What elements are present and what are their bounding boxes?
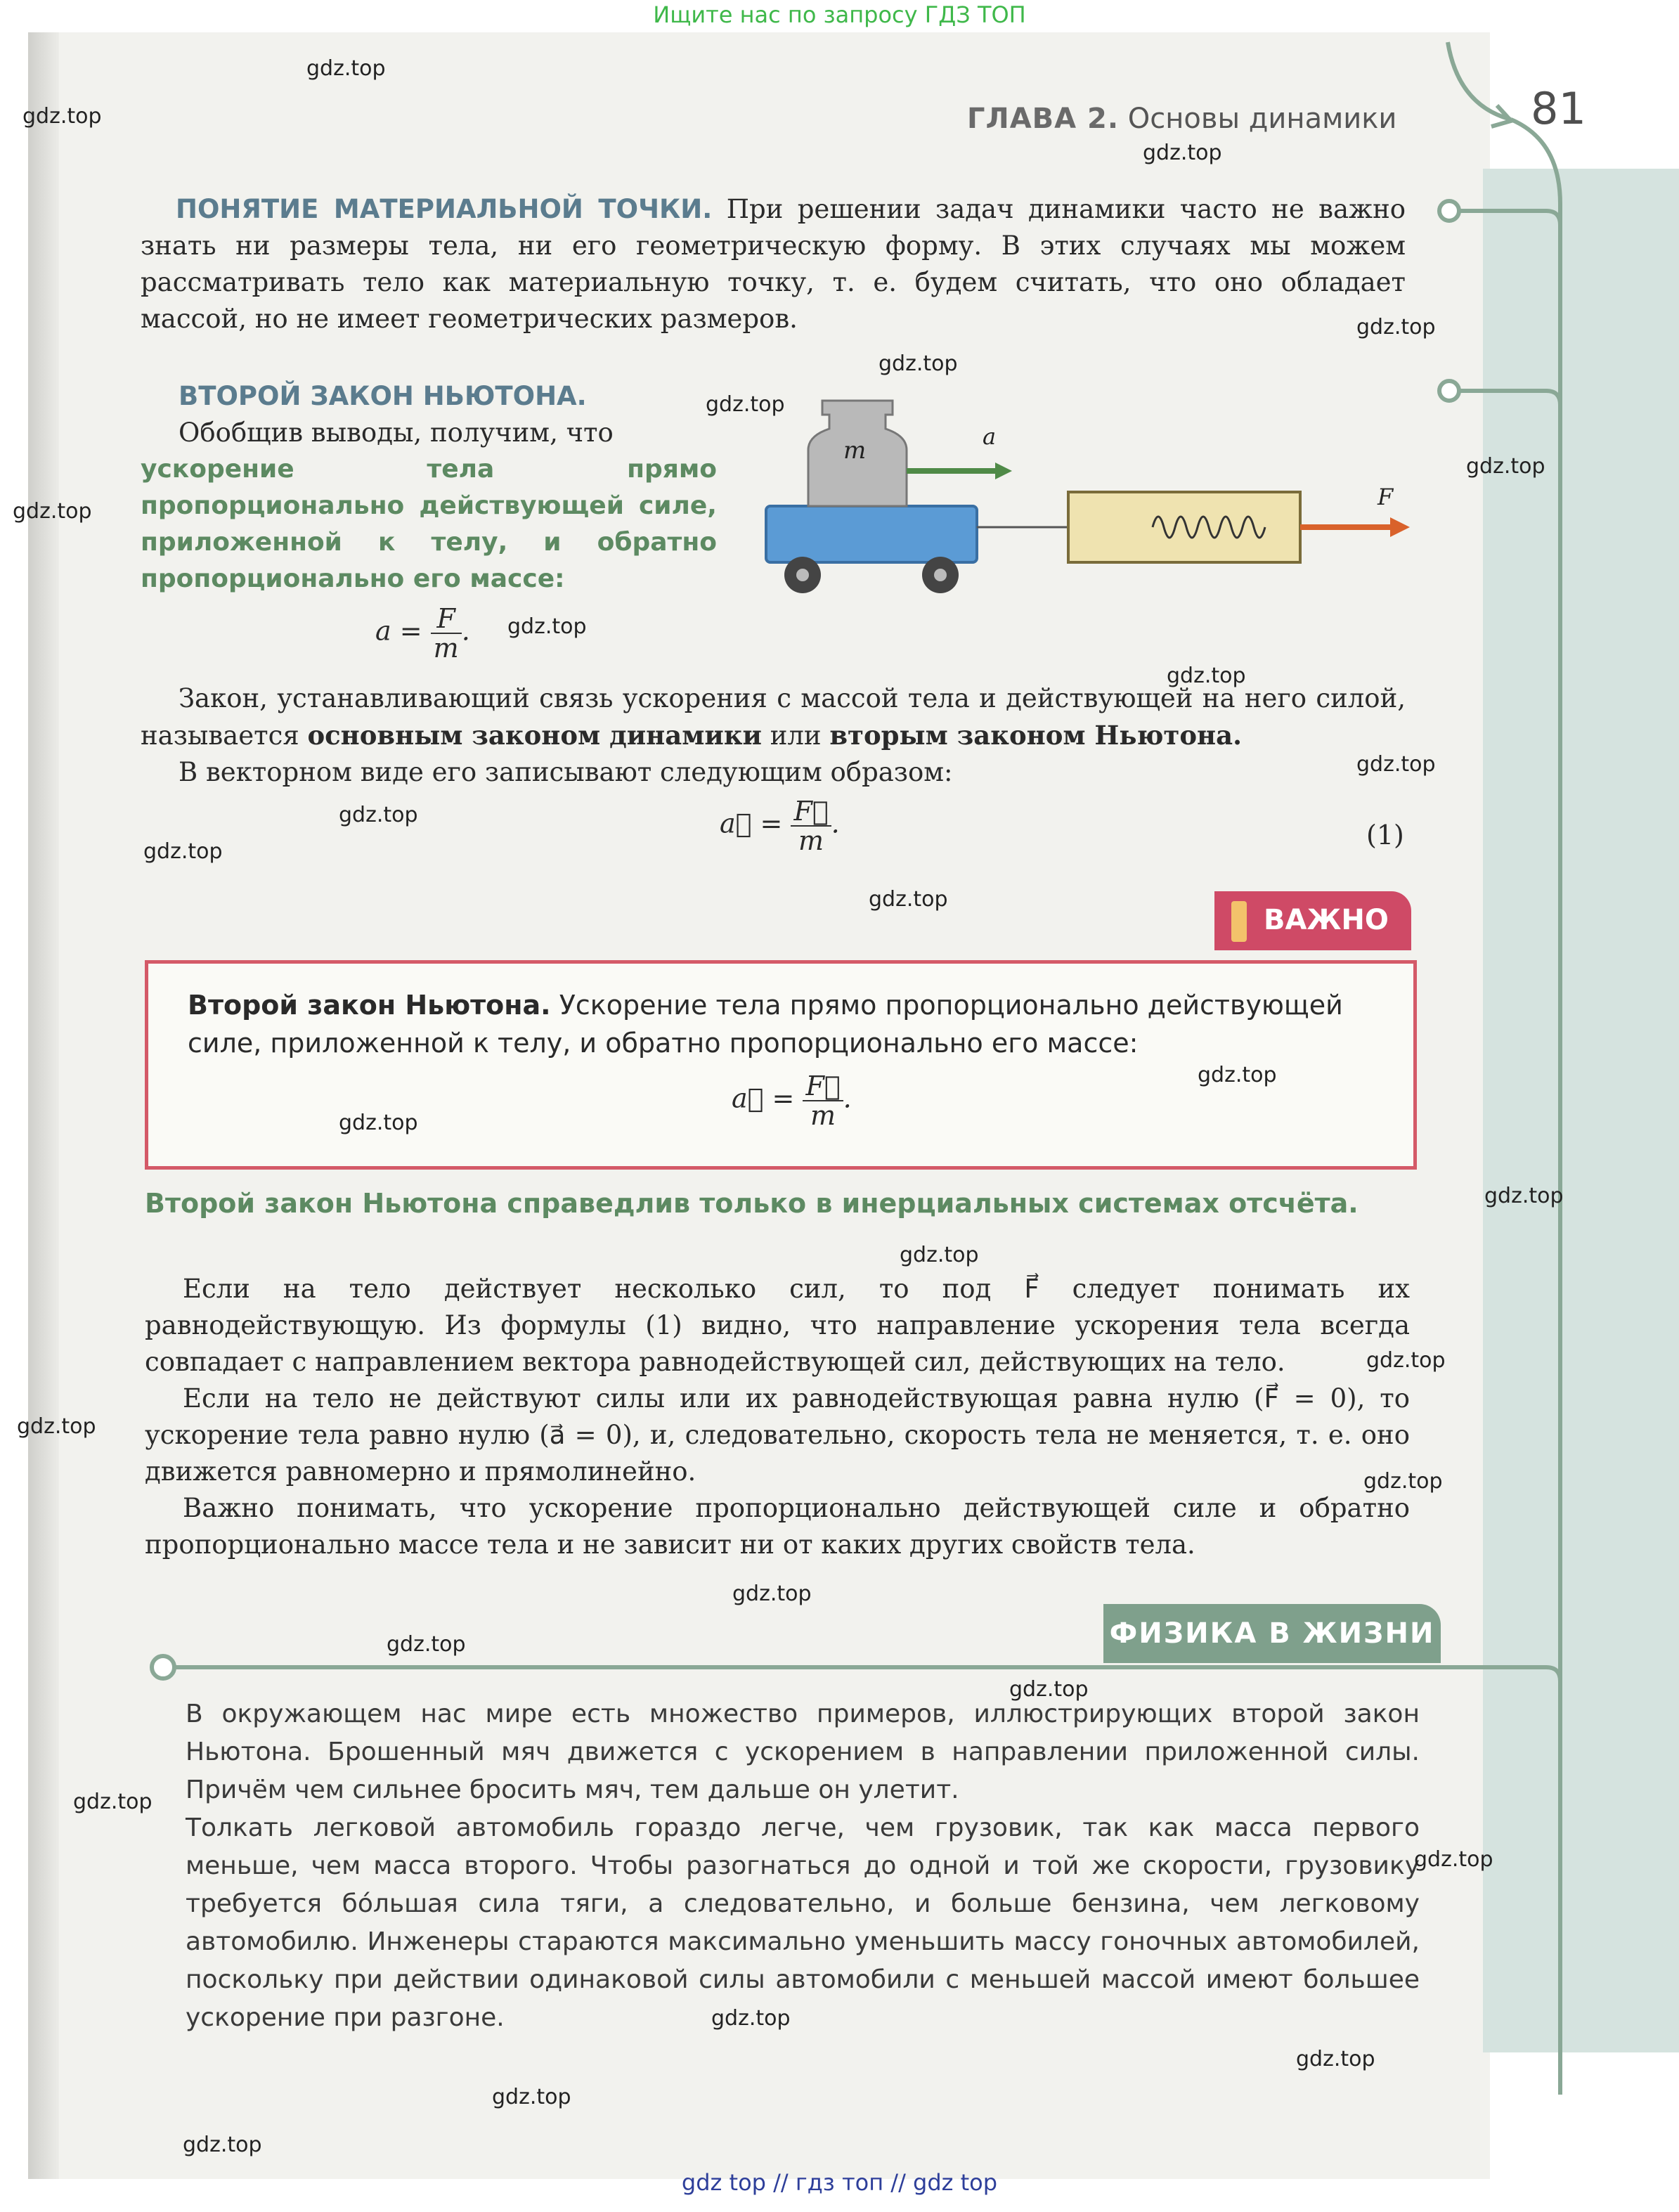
watermark: gdz.top bbox=[1356, 315, 1436, 339]
life-paragraph: В окружающем нас мире есть множество примеров, иллюстрирующих второй закон Ньютона. Брошенный мяч движется с ускорением в направлении приложенной силы. Причём чем сильнее бросить мяч, тем дальше он улетит. bbox=[186, 1700, 1420, 1804]
formula-den: m bbox=[433, 633, 459, 664]
important-tag-label: ВАЖНО bbox=[1264, 904, 1389, 936]
section-text: При решении задач динамики часто не важно знать ни размеры тела, ни его геометрическую форму. В этих случаях мы можем рассматривать тело как материальную точку, т. е. будем считать, что оно обладает массой, но не имеет геометрических размеров. bbox=[141, 194, 1406, 334]
force-arrowhead bbox=[1390, 517, 1410, 537]
top-banner[interactable]: Ищите нас по запросу ГДЗ ТОП bbox=[653, 1, 1026, 28]
section-intro: Обобщив выводы, получим, что bbox=[179, 418, 614, 448]
section-heading: ВТОРОЙ ЗАКОН НЬЮТОНА. bbox=[179, 381, 587, 411]
chapter-header bbox=[967, 103, 1396, 135]
section-heading: ПОНЯТИЕ МАТЕРИАЛЬНОЙ ТОЧКИ. bbox=[176, 194, 713, 224]
formula-lhs: a⃗ = bbox=[720, 808, 783, 839]
formula-den: m bbox=[810, 1100, 836, 1131]
cart-figure bbox=[759, 380, 1420, 604]
formula-fraction bbox=[431, 604, 462, 662]
watermark: gdz.top bbox=[711, 2006, 791, 2031]
page-number: 81 bbox=[1531, 83, 1586, 134]
equation-number: (1) bbox=[1366, 820, 1404, 850]
formula-num: F⃗ bbox=[791, 797, 831, 827]
formula-lhs: a⃗ = bbox=[732, 1082, 795, 1114]
vector-intro: В векторном виде его записывают следующим образом: bbox=[179, 757, 953, 787]
formula-vector bbox=[720, 797, 840, 855]
accel-label: a bbox=[983, 423, 997, 450]
wheel-hub-icon bbox=[796, 569, 809, 581]
section-material-point bbox=[141, 191, 1406, 337]
accel-arrowhead bbox=[995, 463, 1012, 479]
watermark: gdz.top bbox=[706, 392, 785, 417]
important-bold: Второй закон Ньютона. bbox=[188, 990, 551, 1021]
watermark: gdz.top bbox=[1366, 1348, 1446, 1373]
formula-end: . bbox=[831, 808, 840, 839]
bookmark-icon bbox=[1231, 901, 1247, 942]
watermark: gdz.top bbox=[1167, 664, 1246, 688]
inertial-note: Второй закон Ньютона справедлив только в инерциальных системах отсчёта. bbox=[145, 1188, 1359, 1219]
watermark: gdz.top bbox=[1198, 1063, 1277, 1087]
formula-end: . bbox=[843, 1082, 852, 1114]
watermark: gdz.top bbox=[1414, 1847, 1493, 1872]
formula-den: m bbox=[798, 825, 824, 856]
bottom-banner[interactable]: gdz top // гдз топ // gdz top bbox=[681, 2169, 998, 2196]
watermark: gdz.top bbox=[73, 1790, 153, 1814]
formula-num: F bbox=[431, 604, 462, 634]
body-paragraphs bbox=[145, 1271, 1410, 1563]
watermark: gdz.top bbox=[13, 499, 92, 524]
watermark: gdz.top bbox=[1296, 2047, 1375, 2071]
definition-mid: или bbox=[770, 720, 822, 751]
cart-body bbox=[766, 506, 977, 562]
force-label: F bbox=[1377, 484, 1394, 510]
watermark: gdz.top bbox=[183, 2133, 262, 2157]
definition-bold-1: основным законом динамики bbox=[307, 720, 762, 751]
important-text bbox=[188, 986, 1382, 1062]
watermark: gdz.top bbox=[17, 1414, 96, 1439]
chapter-title: Основы динамики bbox=[1127, 103, 1397, 135]
important-body: Ускорение тела прямо пропорционально действующей силе, приложенной к телу, и обратно пропорционально его массе: bbox=[188, 990, 1343, 1059]
watermark: gdz.top bbox=[1363, 1469, 1443, 1494]
spring-scale-icon bbox=[1068, 492, 1300, 562]
law-highlight: ускорение тела прямо пропорционально действующей силе, приложенной к телу, и обратно пропорционально его массе: bbox=[141, 455, 717, 593]
watermark: gdz.top bbox=[900, 1243, 979, 1267]
physics-in-life-tag: ФИЗИКА В ЖИЗНИ bbox=[1103, 1604, 1441, 1663]
section-second-law bbox=[141, 378, 717, 597]
watermark: gdz.top bbox=[869, 887, 948, 912]
watermark: gdz.top bbox=[492, 2085, 571, 2109]
watermark: gdz.top bbox=[339, 803, 418, 827]
section-law-definition bbox=[141, 680, 1406, 791]
formula-scalar bbox=[375, 604, 470, 662]
watermark: gdz.top bbox=[507, 614, 587, 639]
paragraph: Если на тело действует несколько сил, то под F⃗ следует понимать их равнодействующую. Из формулы (1) видно, что направление ускорения тела всегда совпадает с направлением вектора равнодействующей сил, действующих на тело. bbox=[145, 1274, 1410, 1377]
important-tag bbox=[1214, 891, 1411, 950]
watermark: gdz.top bbox=[1484, 1184, 1564, 1208]
formula-num: F⃗ bbox=[803, 1072, 843, 1101]
watermark: gdz.top bbox=[879, 351, 958, 376]
watermark: gdz.top bbox=[22, 104, 102, 129]
watermark: gdz.top bbox=[1356, 752, 1436, 777]
watermark: gdz.top bbox=[732, 1582, 812, 1606]
paragraph: Если на тело не действуют силы или их равнодействующая равна нулю (F⃗ = 0), то ускорение тела равно нулю (a⃗ = 0), и, следовательно, скорость тела не меняется, т. е. оно движется равномерно и прямолинейно. bbox=[145, 1383, 1410, 1487]
watermark: gdz.top bbox=[339, 1111, 418, 1135]
formula-fraction bbox=[803, 1072, 843, 1130]
wheel-hub-icon bbox=[934, 569, 947, 581]
formula-fraction bbox=[791, 797, 831, 855]
mass-label: m bbox=[843, 436, 867, 465]
paragraph: Важно понимать, что ускорение пропорционально действующей силе и обратно пропорционально массе тела и не зависит ни от каких других свойств тела. bbox=[145, 1493, 1410, 1560]
watermark: gdz.top bbox=[387, 1632, 466, 1657]
formula-lhs: a = bbox=[375, 615, 422, 647]
watermark: gdz.top bbox=[1009, 1677, 1089, 1702]
watermark: gdz.top bbox=[1466, 454, 1545, 479]
definition-bold-2: вторым законом Ньютона. bbox=[829, 720, 1242, 751]
watermark: gdz.top bbox=[306, 56, 386, 81]
definition-text: Закон, устанавливающий связь ускорения с массой тела и действующей на него силой, называется bbox=[141, 683, 1406, 751]
watermark: gdz.top bbox=[1143, 141, 1222, 165]
formula-end: . bbox=[461, 615, 470, 647]
watermark: gdz.top bbox=[143, 839, 223, 864]
important-formula bbox=[732, 1072, 852, 1130]
physics-in-life-text bbox=[186, 1695, 1420, 2037]
life-paragraph: Толкать легковой автомобиль гораздо легче, чем грузовик, так как масса первого меньше, чем масса второго. Чтобы разогнаться до одной и той же скорости, грузовику требуется бо́льшая сила тяги, а следовательно, и больше бензина, чем легковому автомобилю. Инженеры стараются максимально уменьшить массу гоночных автомобилей, поскольку при действии одинаковой силы автомобили с меньшей массой имеют большее ускорение при разгоне. bbox=[186, 1813, 1420, 2032]
chapter-label: ГЛАВА 2. bbox=[967, 103, 1120, 135]
